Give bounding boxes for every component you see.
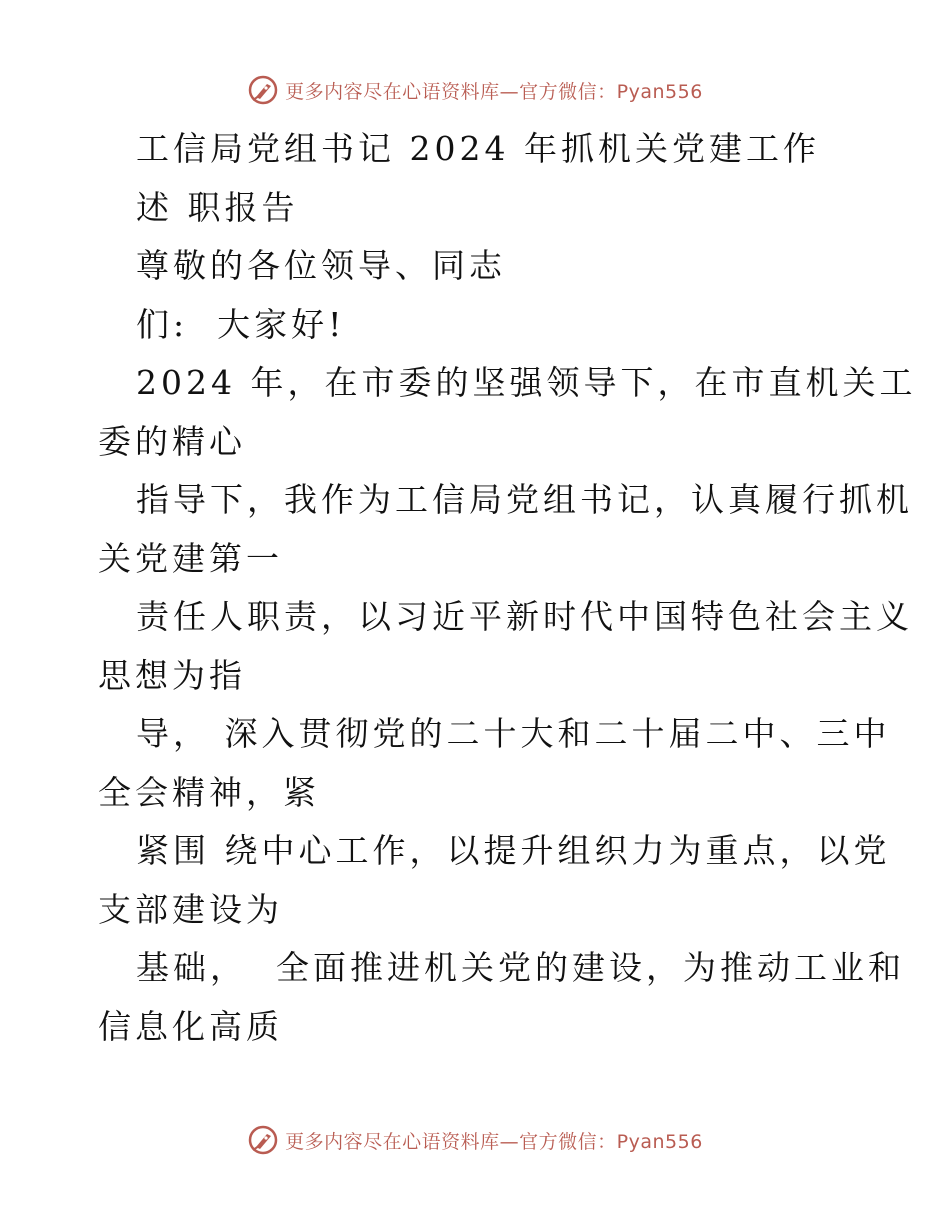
doc-line: 指导下，我作为工信局党组书记，认真履行抓机: [136, 480, 913, 519]
pen-nib-logo-icon: [247, 1124, 279, 1156]
pen-nib-logo-icon: [247, 74, 279, 106]
doc-line: 关党建第一: [98, 538, 283, 578]
doc-line: 思想为指: [98, 655, 246, 695]
doc-line: 支部建设为: [98, 889, 283, 929]
watermark-text: 更多内容尽在心语资料库—官方微信：Pyan556: [285, 1130, 703, 1153]
doc-line: 基础， 全面推进机关党的建设，为推动工业和: [136, 948, 905, 987]
doc-line: 全会精神，紧: [98, 772, 320, 812]
doc-line: 紧围 绕中心工作，以提升组织力为重点，以党: [136, 831, 891, 870]
doc-line: 2024 年，在市委的坚强领导下，在市直机关工: [136, 363, 917, 402]
doc-line: 责任人职责，以习近平新时代中国特色社会主义: [136, 597, 913, 636]
doc-line: 信息化高质: [98, 1006, 283, 1046]
header-watermark-banner: [0, 70, 950, 110]
document-body: [98, 120, 917, 1056]
doc-line: 们: 大家好!: [136, 304, 346, 344]
doc-line: 工信局党组书记 2024 年抓机关党建工作: [136, 129, 820, 168]
doc-line: 委的精心: [98, 421, 246, 461]
doc-line: 述 职报告: [136, 187, 299, 227]
doc-line: 尊敬的各位领导、同志: [136, 246, 506, 285]
doc-line: 导， 深入贯彻党的二十大和二十届二中、三中: [136, 714, 891, 753]
watermark-text: 更多内容尽在心语资料库—官方微信：Pyan556: [285, 80, 703, 103]
footer-watermark-banner: [0, 1120, 950, 1160]
